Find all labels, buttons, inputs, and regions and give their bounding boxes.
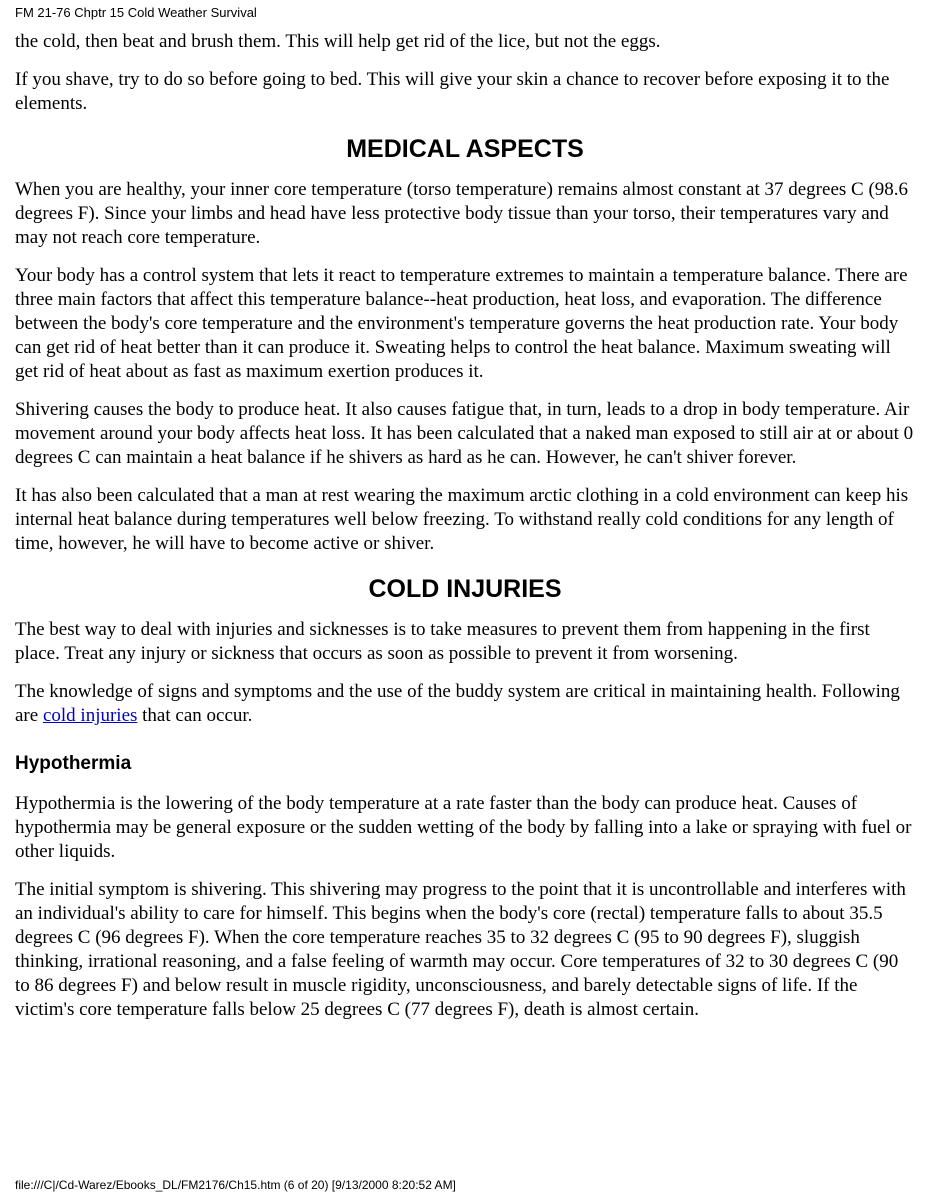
page-header-title: FM 21-76 Chptr 15 Cold Weather Survival — [15, 5, 257, 20]
paragraph-lice: the cold, then beat and brush them. This will help get rid of the lice, but not the eggs. — [15, 31, 661, 52]
paragraph-shaving: If you shave, try to do so before going to bed. This will give your skin a chance to recover before exposing it to the elements. — [15, 69, 890, 114]
cold-injuries-link[interactable]: cold injuries — [42, 705, 138, 726]
buddy-text-before: The knowledge of signs and symptoms and the use of the buddy system are critical in maintaining health. Following are — [15, 681, 900, 726]
heading-medical-aspects: MEDICAL ASPECTS — [346, 135, 584, 163]
heading-cold-injuries: COLD INJURIES — [368, 575, 562, 603]
paragraph-prevention: The best way to deal with injuries and sicknesses is to take measures to prevent them from happening in the first place. Treat any injury or sickness that occurs as soon as possible to prevent it from worsening. — [15, 619, 870, 664]
paragraph-hypothermia-definition: Hypothermia is the lowering of the body temperature at a rate faster than the body can produce heat. Causes of hypothermia may be general exposure or the sudden wetting of the body by falling into a lake or spraying with fuel or other liquids. — [15, 793, 912, 862]
paragraph-control-system: Your body has a control system that lets it react to temperature extremes to maintain a temperature balance. There are three main factors that affect this temperature balance--heat production, heat loss, and evaporation. The difference between the body's core temperature and the environment's temperature governs the heat production rate. Your body can get rid of heat better than it can produce it. Sweating helps to control the heat balance. Maximum sweating will get rid of heat about as fast as maximum exertion produces it. — [15, 265, 908, 382]
paragraph-arctic-clothing: It has also been calculated that a man at rest wearing the maximum arctic clothing in a cold environment can keep his internal heat balance during temperatures well below freezing. To withstand really cold conditions for any length of time, however, he will have to become active or shiver. — [15, 485, 909, 554]
paragraph-shivering: Shivering causes the body to produce heat. It also causes fatigue that, in turn, leads to a drop in body temperature. Air movement around your body affects heat loss. It has been calculated that a naked man exposed to still air at or about 0 degrees C can maintain a heat balance if he shivers as hard as he can. However, he can't shiver forever. — [15, 399, 914, 468]
paragraph-core-temperature: When you are healthy, your inner core temperature (torso temperature) remains almost constant at 37 degrees C (98.6 degrees F). Since your limbs and head have less protective body tissue than your torso, their temperatures vary and may not reach core temperature. — [15, 179, 909, 248]
page-footer-path: file:///C|/Cd-Warez/Ebooks_DL/FM2176/Ch15.htm (6 of 20) [9/13/2000 8:20:52 AM] — [15, 1178, 456, 1192]
heading-hypothermia: Hypothermia — [15, 753, 132, 774]
paragraph-hypothermia-symptoms: The initial symptom is shivering. This shivering may progress to the point that it is uncontrollable and interferes with an individual's ability to care for himself. This begins when the body's core (rectal) temperature falls to about 35.5 degrees C (96 degrees F). When the core temperature reaches 35 to 32 degrees C (95 to 90 degrees F), sluggish thinking, irrational reasoning, and a false feeling of warmth may occur. Core temperatures of 32 to 30 degrees C (90 to 86 degrees F) and below result in muscle rigidity, unconsciousness, and barely detectable signs of life. If the victim's core temperature falls below 25 degrees C (77 degrees F), death is almost certain. — [15, 879, 906, 1020]
buddy-text-after: that can occur. — [137, 705, 253, 726]
paragraph-buddy-system — [15, 680, 915, 728]
document-body — [15, 30, 915, 1036]
